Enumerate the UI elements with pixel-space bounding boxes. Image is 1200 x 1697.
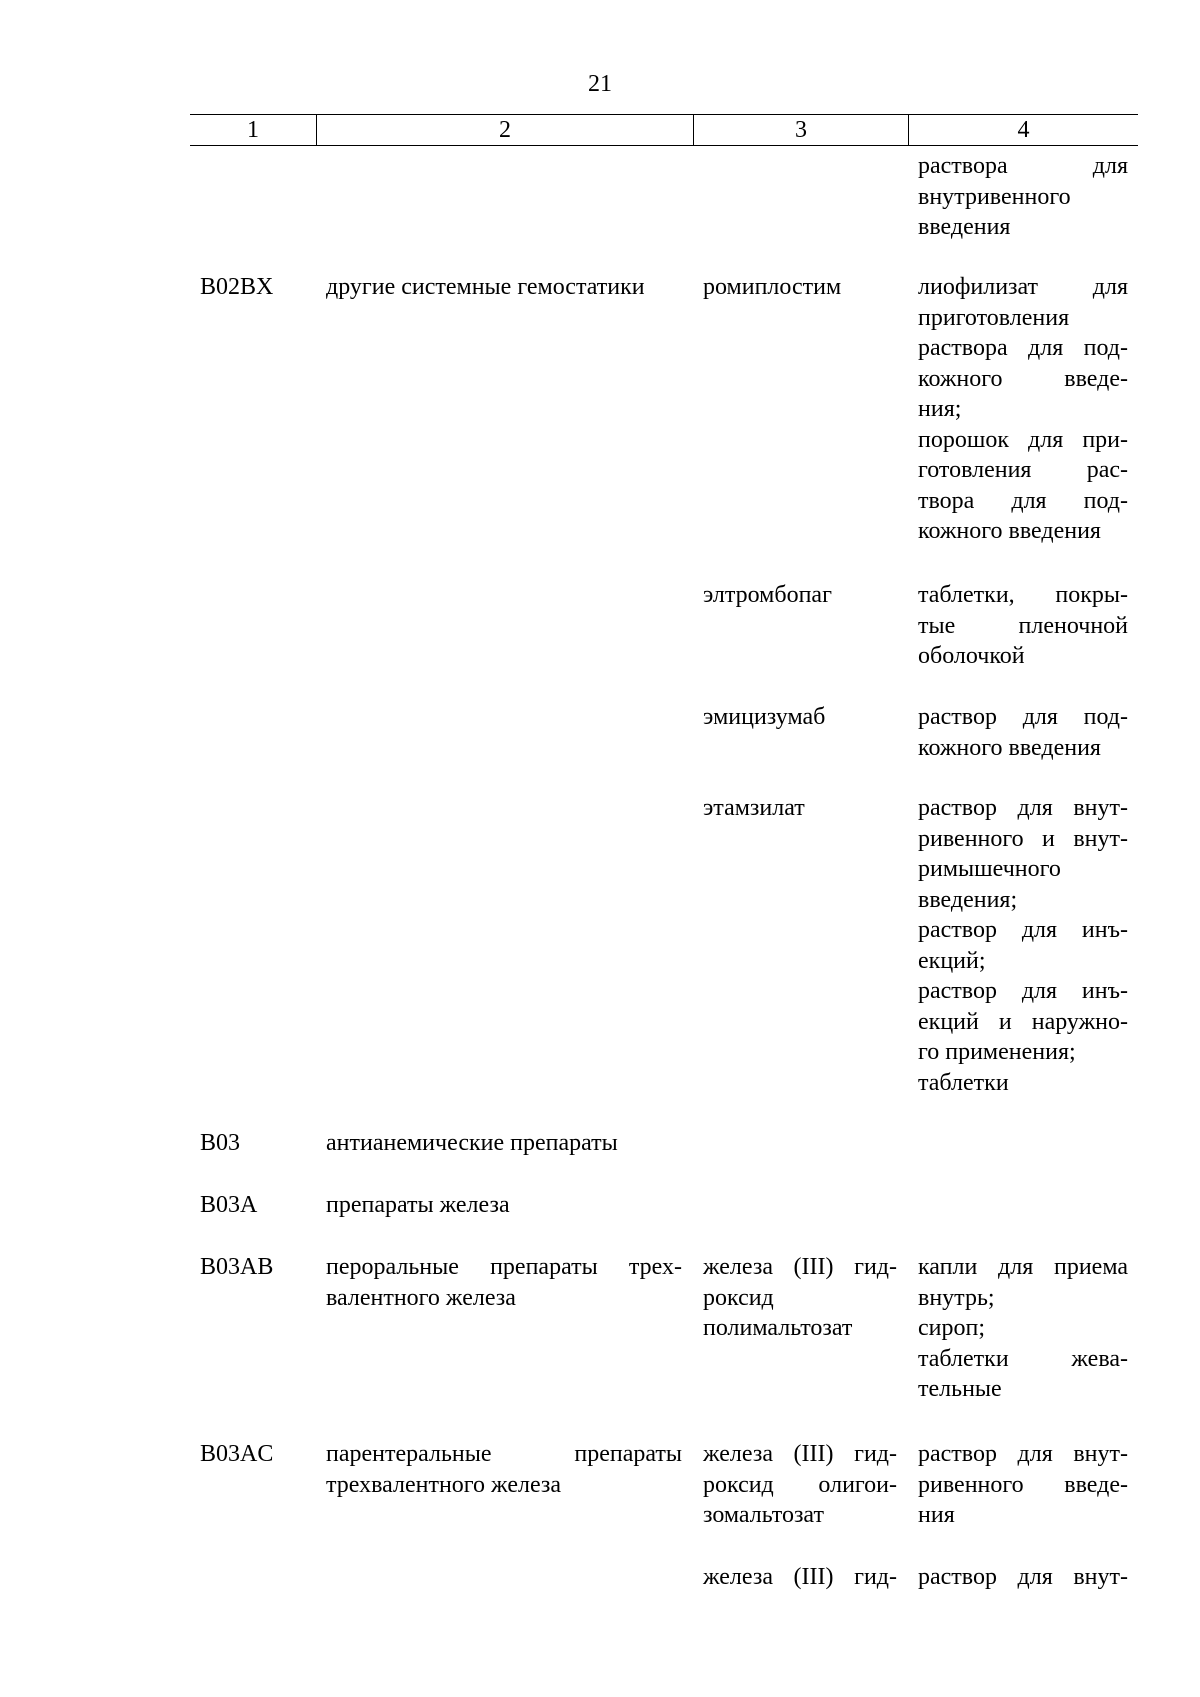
form-line: введения [918,214,1011,240]
form-line: кожного введения [918,518,1101,544]
form-line: ривенного и внут- [918,825,1128,852]
header-col-4: 4 [908,115,1138,145]
row2-drug: элтромбопаг [703,582,832,608]
form-line: таблетки, покры- [918,582,1128,608]
form-line: внутривенного [918,183,1071,210]
drug-line: роксид [703,1284,774,1311]
form-line: раствор для внут- [918,1441,1128,1467]
row0-form [918,151,1128,243]
row3-drug: эмицизумаб [703,704,826,730]
form-line: римышечного [918,856,1061,882]
form-line: введения; [918,886,1018,913]
form-line: раствор для внут- [918,1564,1128,1590]
form-line: екций; [918,947,986,974]
drug-line: роксид олигои- [703,1471,897,1498]
row6-code: B03A [200,1192,258,1218]
form-line: кожного введе- [918,365,1128,392]
group-line: пероральные препараты трех- [326,1254,682,1280]
form-line: раствор для под- [918,704,1128,730]
group-line: парентеральные препараты [326,1441,682,1467]
drug-line: зомальтозат [703,1502,824,1528]
form-line: приготовления [918,304,1070,331]
row1-form [918,272,1128,547]
row1-drug: ромиплостим [703,274,842,300]
form-line: раствора для под- [918,335,1128,361]
header-col-1: 1 [247,117,259,143]
row5-code: B03 [200,1130,241,1156]
form-line: раствор для внут- [918,795,1128,821]
form-line: тельные [918,1376,1002,1402]
row7-code: B03AB [200,1254,274,1280]
form-line: раствора для [918,153,1128,179]
form-line: раствор для инъ- [918,917,1128,943]
row7-group [326,1252,682,1313]
drug-line: полимальтозат [703,1315,853,1341]
row8-drug [703,1439,897,1531]
row7-form [918,1252,1128,1405]
row9-form [918,1562,1128,1593]
form-line: го применения; [918,1039,1076,1065]
drug-line: железа (III) гид- [703,1254,897,1280]
form-line: раствор для инъ- [918,978,1128,1004]
form-line: тые пленочной [918,612,1128,639]
row2-form [918,580,1128,672]
form-line: ния; [918,396,962,422]
row8-code: B03AC [200,1441,274,1467]
page-number: 21 [588,71,612,97]
table-header [190,114,1138,146]
form-line: оболочкой [918,643,1025,669]
row5-group: антианемические препараты [326,1130,618,1156]
form-line: твора для под- [918,487,1128,514]
form-line: ния [918,1502,955,1528]
row8-group [326,1439,682,1500]
row7-drug [703,1252,897,1344]
form-line: екций и наружно- [918,1008,1128,1035]
form-line: лиофилизат для [918,274,1128,300]
drug-line: железа (III) гид- [703,1441,897,1467]
row4-form [918,793,1128,1098]
row4-drug: этамзилат [703,795,805,821]
group-line: валентного железа [326,1284,516,1311]
form-line: кожного введения [918,734,1101,761]
row9-drug [703,1562,897,1593]
form-line: ривенного введе- [918,1471,1128,1498]
form-line: сироп; [918,1315,986,1341]
row1-code: B02BX [200,274,274,300]
row3-form [918,702,1128,763]
form-line: внутрь; [918,1284,995,1311]
header-col-2: 2 [316,115,693,145]
header-col-3: 3 [693,115,908,145]
drug-line: железа (III) гид- [703,1564,897,1590]
row1-group: другие системные гемостатики [326,274,645,300]
form-line: капли для приема [918,1254,1128,1280]
group-line: трехвалентного железа [326,1471,562,1498]
form-line: порошок для при- [918,426,1128,453]
row8-form [918,1439,1128,1531]
form-line: таблетки [918,1069,1009,1096]
form-line: готовления рас- [918,457,1128,483]
form-line: таблетки жева- [918,1345,1128,1372]
row6-group: препараты железа [326,1192,510,1218]
